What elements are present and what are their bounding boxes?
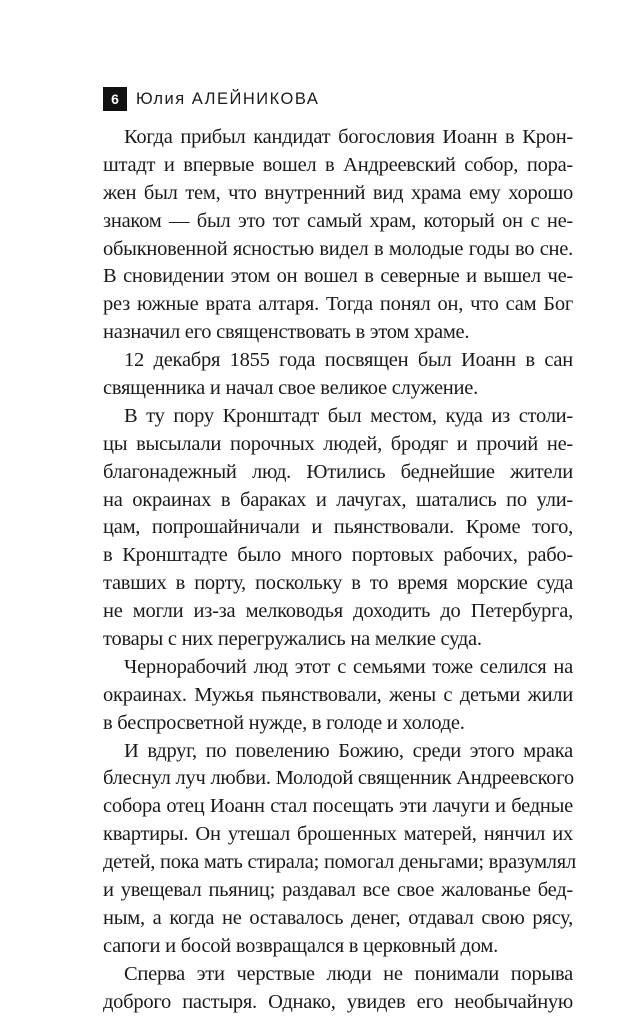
paragraph	[103, 961, 573, 1017]
text-line: В сновидении этом он вошел в северные и вышел че-	[103, 265, 573, 288]
text-line: 12 декабря 1855 года посвящен был Иоанн в сан	[124, 349, 573, 372]
text-line: Сперва эти черствые люди не понимали порыва	[124, 962, 573, 985]
text-line: цам, попрошайничали и пьянствовали. Кроме того,	[103, 516, 573, 539]
text-line: В ту пору Кронштадт был местом, куда из столи-	[124, 404, 573, 427]
text-line: товары с них перегружались на мелкие суда.	[103, 628, 482, 651]
text-line: рез южные врата алтаря. Тогда понял он, что сам Бог	[103, 293, 573, 316]
text-line: назначил его священствовать в этом храме.	[103, 321, 470, 344]
text-line: блеснул луч любви. Молодой священник Андреевского	[103, 767, 574, 790]
text-line: священника и начал свое великое служение.	[103, 377, 478, 400]
paragraph	[103, 738, 576, 961]
text-line: знаком — был это тот самый храм, который он с не-	[103, 209, 573, 232]
text-line: доброго пастыря. Однако, увидев его необычайную	[103, 990, 573, 1013]
text-line: квартиры. Он утешал брошенных матерей, нянчил их	[103, 823, 573, 846]
text-line: собора отец Иоанн стал посещать эти лачуги и бедные	[103, 795, 573, 818]
text-line: И вдруг, по повелению Божию, среди этого мрака	[124, 739, 573, 762]
body-text	[103, 124, 576, 1017]
paragraph	[103, 124, 573, 347]
paragraph	[103, 403, 573, 654]
text-line: благонадежный люд. Ютились беднейшие жители	[103, 460, 573, 483]
running-head: Юлия АЛЕЙНИКОВА	[136, 89, 320, 108]
text-line: Чернорабочий люд этот с семьями тоже селился на	[124, 655, 573, 678]
text-line: в беспросветной нужде, в голоде и холоде.	[103, 711, 465, 734]
paragraph	[103, 654, 573, 738]
page-number: 6	[103, 87, 127, 111]
text-line: и увещевал пьяниц; раздавал все свое жалованье бед-	[103, 879, 573, 902]
text-line: сапоги и босой возвращался в церковный дом.	[103, 934, 498, 957]
text-line: окраинах. Мужья пьянствовали, жены с детьми жили	[103, 683, 573, 706]
text-line: в Кронштадте было много портовых рабочих, рабо-	[103, 544, 573, 567]
paragraph	[103, 347, 573, 403]
text-line: цы высылали порочных людей, бродяг и прочий не-	[103, 432, 573, 455]
text-line: Когда прибыл кандидат богословия Иоанн в Крон-	[124, 126, 573, 148]
text-line: жен был тем, что внутренний вид храма ему хорошо	[103, 181, 573, 204]
text-line: ным, а когда не оставалось денег, отдавал свою рясу,	[103, 906, 573, 929]
text-line: на окраинах в бараках и лачугах, шатались по ули-	[103, 488, 573, 511]
text-line: тавших в порту, поскольку в то время морские суда	[103, 572, 573, 595]
page-header	[103, 87, 319, 111]
text-line: детей, пока мать стирала; помогал деньгами; вразумлял	[103, 851, 576, 874]
text-line: не могли из-за мелководья доходить до Петербурга,	[103, 600, 573, 623]
text-line: обыкновенной ясностью видел в молодые годы во сне.	[103, 237, 573, 260]
text-line: штадт и впервые вошел в Андреевский собор, пора-	[103, 153, 573, 176]
